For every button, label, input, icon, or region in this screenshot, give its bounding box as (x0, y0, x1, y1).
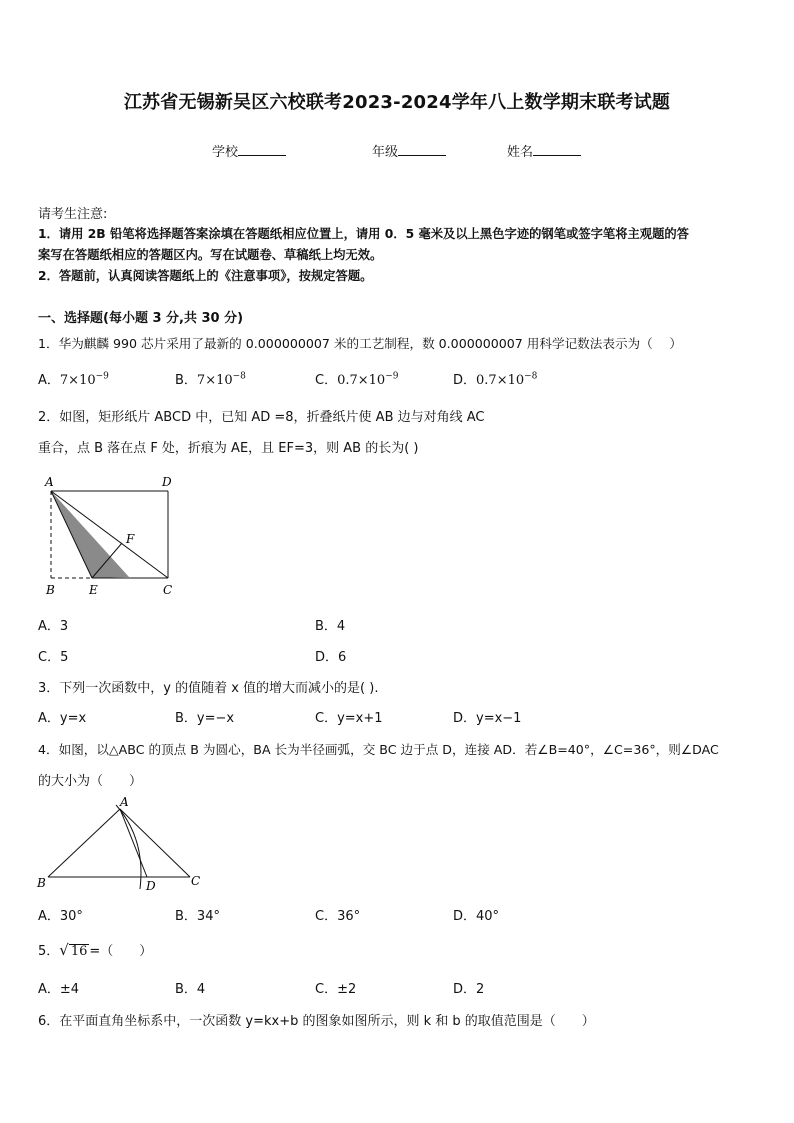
q4-label-d: D (146, 879, 156, 893)
question-2-line-2: 重合，点 B 落在点 F 处，折痕为 AE，且 EF=3，则 AB 的长为( ) (38, 441, 419, 456)
q2-label-e: E (89, 583, 98, 597)
q2-rectangle-figure (36, 470, 186, 600)
q2-label-a: A (45, 475, 54, 489)
q2-label-f: F (126, 532, 135, 546)
q3-option-d: D．y=x−1 (453, 711, 522, 726)
question-6-stem: 6．在平面直角坐标系中，一次函数 y=kx+b 的图象如图所示，则 k 和 b 的取值范围是（ ） (38, 1014, 595, 1029)
q1-option-c-base: 0.7×10 (337, 373, 386, 388)
q1-option-c-exp: −9 (385, 371, 399, 382)
page-title: 江苏省无锡新吴区六校联考2023-2024学年八上数学期末联考试题 (123, 92, 671, 113)
q4-label-b: B (37, 876, 46, 890)
question-4-line-2: 的大小为（ ） (38, 774, 143, 789)
q1-option-b-base: 7×10 (196, 373, 233, 388)
q5-radicand: 16 (70, 944, 88, 959)
q5-option-a: A．±4 (38, 982, 80, 997)
q5-option-c: C．±2 (315, 982, 357, 997)
q4-side-ba (48, 809, 120, 877)
q4-option-d: D．40° (453, 909, 500, 924)
q1-option-c (315, 369, 398, 388)
q1-option-b-exp: −8 (232, 371, 246, 382)
question-3-stem: 3．下列一次函数中，y 的值随着 x 值的增大而减小的是( ). (38, 681, 379, 696)
school-blank (238, 143, 286, 156)
sqrt-symbol: √ (59, 941, 69, 959)
q4-label-a: A (120, 795, 129, 809)
q4-option-c: C．36° (315, 909, 361, 924)
q2-option-a: A．3 (38, 619, 69, 634)
q1-option-c-label: C． (315, 373, 338, 388)
school-field (212, 141, 286, 160)
q5-option-b: B．4 (175, 982, 206, 997)
name-blank (533, 143, 581, 156)
notice-line-2: 2．答题前，认真阅读答题纸上的《注意事项》，按规定答题。 (38, 269, 373, 283)
q5-suffix: =（ ） (89, 944, 153, 959)
q2-label-b: B (46, 583, 55, 597)
q1-option-d (453, 369, 537, 388)
school-label: 学校 (212, 145, 239, 160)
q3-option-b: B．y=−x (175, 711, 235, 726)
q1-option-d-base: 0.7×10 (476, 373, 525, 388)
question-4-line-1: 4．如图，以△ABC 的顶点 B 为圆心，BA 长为半径画弧，交 BC 边于点 D，连接 AD．若∠B=40°，∠C=36°，则∠DAC (38, 742, 719, 757)
q2-option-d: D．6 (315, 650, 347, 665)
grade-label: 年级 (372, 145, 399, 160)
notice-heading: 请考生注意: (38, 207, 108, 222)
grade-blank (398, 143, 446, 156)
q1-option-b-label: B． (175, 373, 197, 388)
q4-triangle-figure (34, 793, 214, 898)
grade-field (372, 141, 446, 160)
q3-option-a: A．y=x (38, 711, 87, 726)
q1-option-a (38, 369, 109, 388)
q1-option-d-exp: −8 (524, 371, 538, 382)
q4-side-ac (120, 809, 190, 877)
notice-line-1a: 1．请用 2B 铅笔将选择题答案涂填在答题纸相应位置上，请用 0．5 毫米及以上黑色字迹的钢笔或签字笔将主观题的答 (38, 227, 689, 241)
question-2-line-1: 2．如图，矩形纸片 ABCD 中，已知 AD =8，折叠纸片使 AB 边与对角线 AC (38, 410, 485, 425)
q1-option-d-label: D． (453, 373, 477, 388)
q2-shaded-triangle (51, 491, 129, 578)
q4-option-a: A．30° (38, 909, 83, 924)
q4-label-c: C (191, 874, 201, 888)
q2-option-b: B．4 (315, 619, 346, 634)
q4-segment-ad (120, 809, 147, 877)
q2-label-d: D (162, 475, 172, 489)
name-field (507, 141, 581, 160)
question-1-stem: 1．华为麒麟 990 芯片采用了最新的 0.000000007 米的工艺制程，数 0.000000007 用科学记数法表示为（ ） (38, 336, 682, 351)
q2-option-c: C．5 (38, 650, 69, 665)
q5-prefix: 5． (38, 944, 60, 959)
section-heading: 一、选择题(每小题 3 分,共 30 分) (38, 311, 244, 326)
q1-option-a-base: 7×10 (59, 373, 96, 388)
q3-option-c: C．y=x+1 (315, 711, 383, 726)
q1-option-b (175, 369, 246, 388)
q5-option-d: D．2 (453, 982, 485, 997)
q1-option-a-exp: −9 (95, 371, 109, 382)
question-5-stem (38, 940, 152, 959)
q4-option-b: B．34° (175, 909, 220, 924)
q2-label-c: C (163, 583, 173, 597)
q1-option-a-label: A． (38, 373, 60, 388)
notice-line-1b: 案写在答题纸相应的答题区内。写在试题卷、草稿纸上均无效。 (38, 248, 383, 262)
name-label: 姓名 (507, 145, 534, 160)
